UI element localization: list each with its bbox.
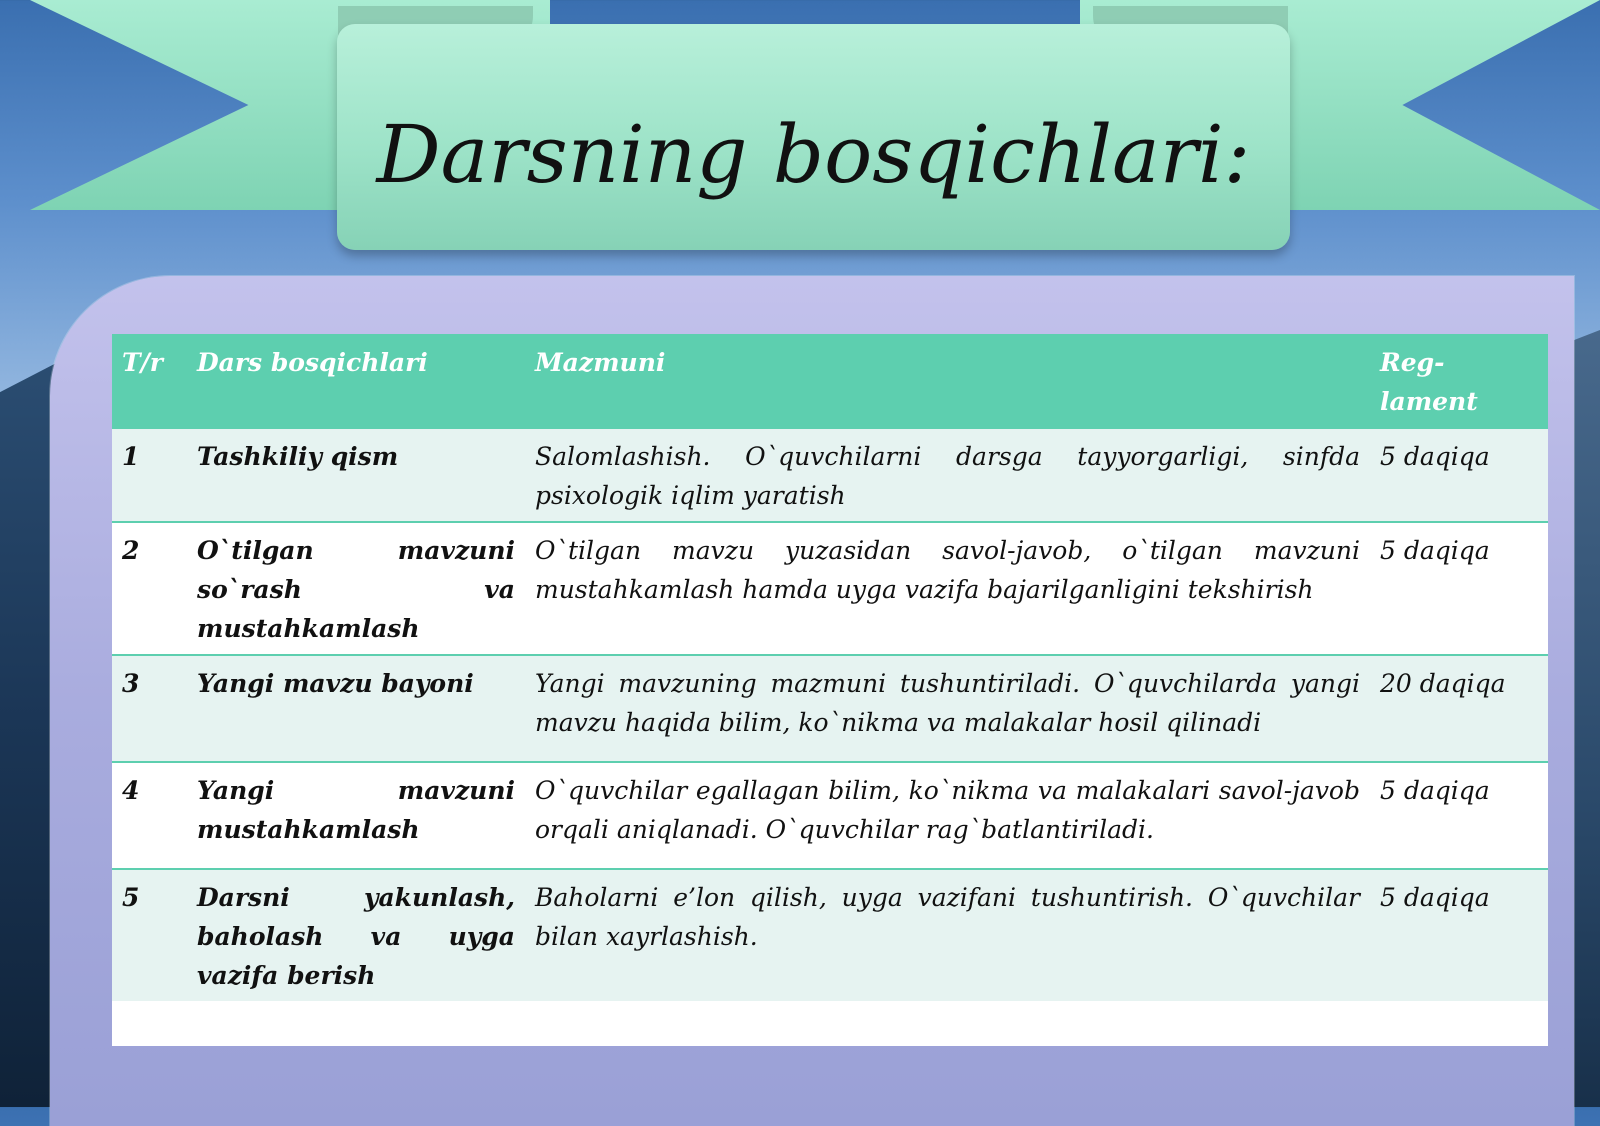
row-time: 5 daqiqa [1370, 762, 1548, 869]
table-row [112, 428, 1548, 522]
row-time: 20 daqiqa [1370, 655, 1548, 762]
row-stage: Darsni yakunlash, baholash va uyga vazifa berish [187, 869, 525, 1001]
header-time: Reg-lament [1370, 334, 1548, 428]
table-row [112, 522, 1548, 655]
header-content: Mazmuni [525, 334, 1370, 428]
row-number: 4 [112, 762, 187, 869]
row-stage: O`tilgan mavzuni so`rash va mustahkamlash [187, 522, 525, 655]
row-number: 1 [112, 428, 187, 522]
header-stage: Dars bosqichlari [187, 334, 525, 428]
table-row [112, 869, 1548, 1001]
row-stage: Tashkiliy qism [187, 428, 525, 522]
table-row [112, 762, 1548, 869]
row-stage: Yangi mavzu bayoni [187, 655, 525, 762]
row-time: 5 daqiqa [1370, 869, 1548, 1001]
row-stage: Yangi mavzuni mustahkamlash [187, 762, 525, 869]
table-header-row [112, 334, 1548, 428]
row-content: Baholarni e’lon qilish, uyga vazifani tushuntirish. O`quvchilar bilan xayrlashish. [525, 869, 1370, 1001]
page-title: Darsning bosqichlari: [376, 108, 1251, 201]
lesson-stages-table [112, 334, 1548, 1001]
row-content: O`quvchilar egallagan bilim, ko`nikma va malakalari savol-javob orqali aniqlanadi. O`quvchilar rag`batlantiriladi. [525, 762, 1370, 869]
row-time: 5 daqiqa [1370, 522, 1548, 655]
row-number: 2 [112, 522, 187, 655]
row-content: Yangi mavzuning mazmuni tushuntiriladi. O`quvchilarda yangi mavzu haqida bilim, ko`nikma va malakalar hosil qilinadi [525, 655, 1370, 762]
table-row [112, 655, 1548, 762]
row-number: 5 [112, 869, 187, 1001]
row-number: 3 [112, 655, 187, 762]
row-time: 5 daqiqa [1370, 428, 1548, 522]
row-content: O`tilgan mavzu yuzasidan savol-javob, o`tilgan mavzuni mustahkamlash hamda uyga vazifa bajarilganligini tekshirish [525, 522, 1370, 655]
row-content: Salomlashish. O`quvchilarni darsga tayyorgarligi, sinfda psixologik iqlim yaratish [525, 428, 1370, 522]
lesson-stages-table-area [112, 334, 1548, 1046]
header-number: T/r [112, 334, 187, 428]
